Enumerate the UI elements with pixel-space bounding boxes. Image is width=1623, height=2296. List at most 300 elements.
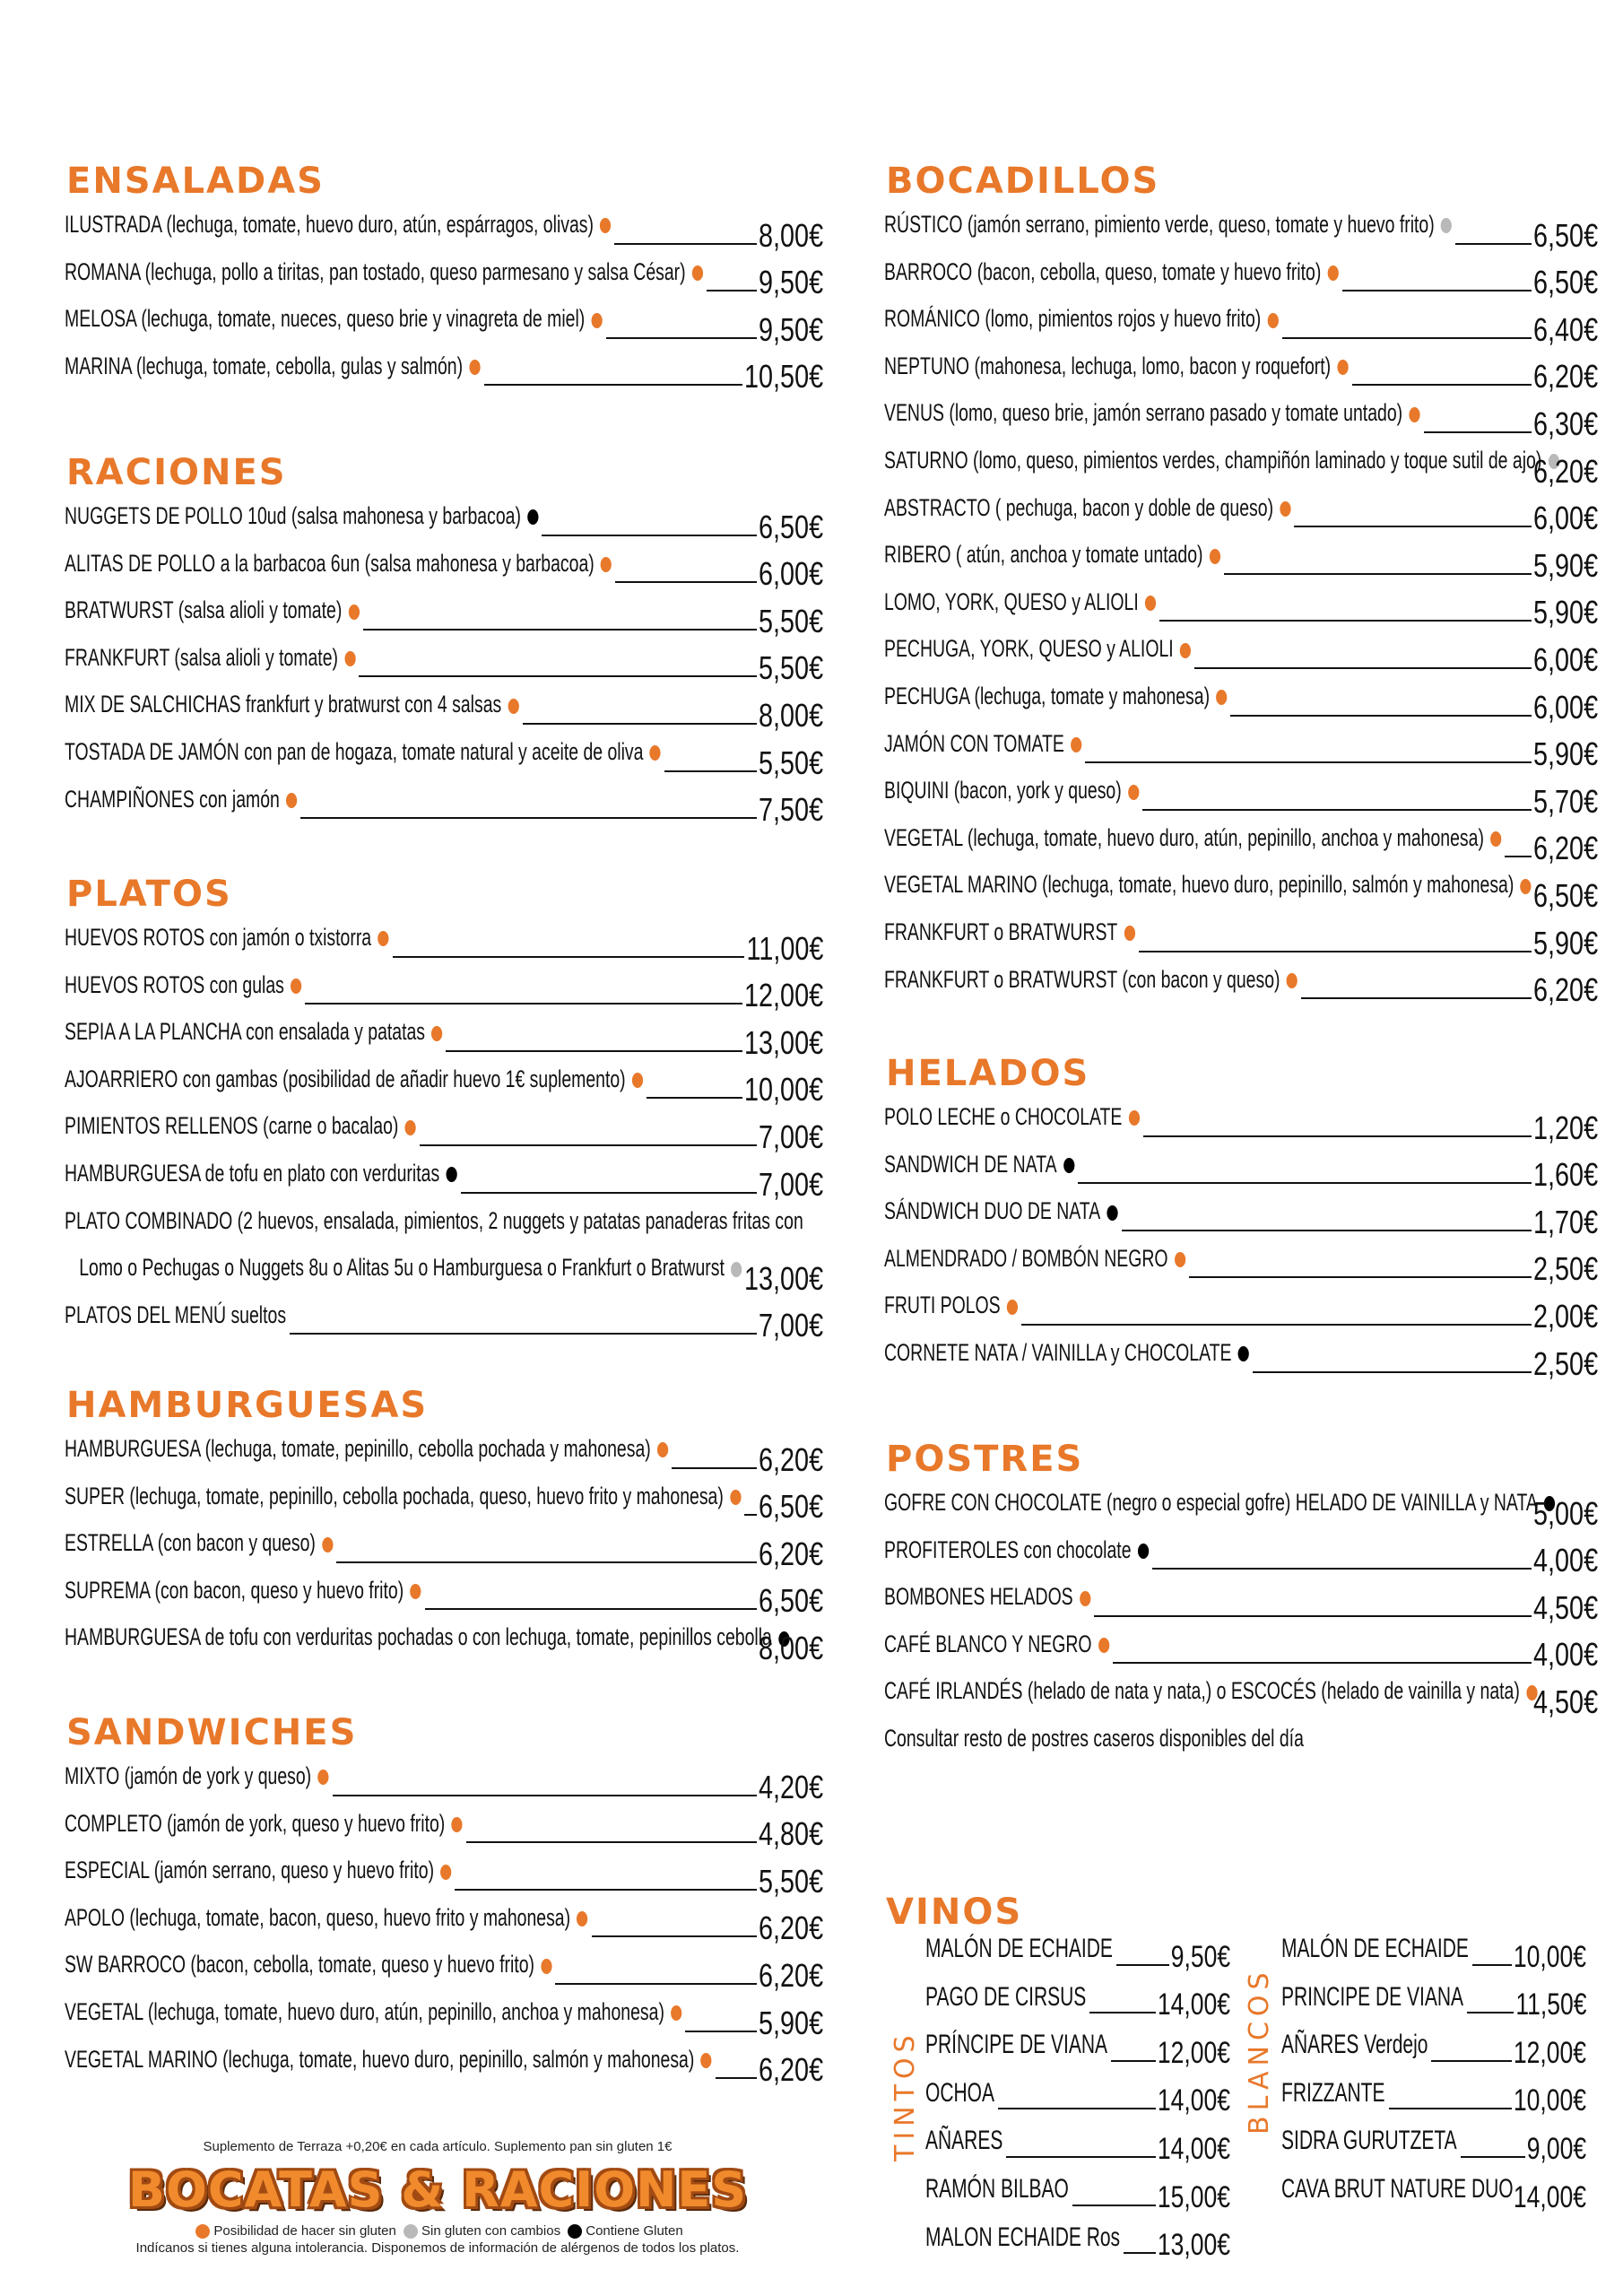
item-name-text: PLATO COMBINADO (2 huevos, ensalada, pimientos, 2 nuggets y patatas panaderas fritas con — [65, 1206, 803, 1234]
menu-item — [61, 1478, 823, 1526]
menu-item — [881, 820, 1598, 867]
section-title: RACIONES — [66, 452, 287, 493]
menu-item — [61, 734, 823, 781]
gluten-free-possible-dot-icon — [1007, 1300, 1018, 1315]
item-price: 6,50€ — [1532, 876, 1598, 914]
menu-item — [61, 254, 823, 301]
item-name — [65, 970, 301, 999]
menu-item — [61, 1203, 823, 1250]
wine-item — [1281, 2024, 1586, 2073]
leader-line — [555, 1983, 756, 1985]
menu-item — [881, 772, 1598, 820]
item-name — [65, 2045, 712, 2074]
item-name-text: BARROCO (bacon, cebolla, queso, tomate y huevo frito) — [884, 257, 1322, 285]
wine-name: RAMÓN BILBAO — [925, 2173, 1069, 2204]
item-name-text: TOSTADA DE JAMÓN con pan de hogaza, tomate natural y aceite de oliva — [65, 737, 644, 765]
item-name-text: COMPLETO (jamón de york, queso y huevo frito) — [65, 1809, 446, 1837]
gluten-free-possible-dot-icon — [440, 1865, 451, 1880]
menu-item — [61, 1525, 823, 1572]
gluten-free-possible-dot-icon — [1124, 926, 1135, 941]
gluten-free-possible-dot-icon — [632, 1073, 643, 1088]
gluten-free-possible-dot-icon — [671, 2005, 681, 2021]
menu-item — [61, 1758, 823, 1805]
leader-line — [1143, 1135, 1532, 1137]
gluten-free-possible-dot-icon — [286, 793, 297, 808]
item-name-text: BRATWURST (salsa alioli y tomate) — [65, 596, 343, 624]
item-name-text: SEPIA A LA PLANCHA con ensalada y patatas — [65, 1018, 426, 1046]
gluten-free-possible-dot-icon — [1328, 265, 1339, 281]
item-name — [884, 729, 1081, 758]
menu-item — [61, 545, 823, 593]
menu-item — [61, 2041, 823, 2089]
gluten-free-possible-dot-icon — [469, 360, 480, 375]
item-name — [884, 1488, 1555, 1517]
menu-item — [881, 442, 1598, 490]
menu-item — [881, 1335, 1598, 1382]
gluten-free-possible-dot-icon — [701, 2053, 712, 2068]
wines-section — [881, 1874, 1598, 2287]
menu-item — [881, 584, 1598, 631]
contains-gluten-dot-icon — [1063, 1158, 1074, 1173]
menu-item — [881, 914, 1598, 961]
section-title: BOCADILLOS — [886, 161, 1160, 202]
item-price: 13,00€ — [743, 1259, 823, 1297]
item-name — [884, 823, 1501, 852]
item-name — [884, 1630, 1109, 1658]
item-price: 6,20€ — [758, 1956, 823, 1994]
item-price: 6,20€ — [758, 1440, 823, 1478]
item-name-text: PIMIENTOS RELLENOS (carne o bacalao) — [65, 1112, 399, 1140]
leader-line — [1253, 1371, 1532, 1373]
section-title: HAMBURGUESAS — [66, 1385, 429, 1426]
gray-dot-icon — [404, 2224, 418, 2239]
item-name-text: CORNETE NATA / VAINILLA y CHOCOLATE — [884, 1338, 1232, 1366]
item-name — [884, 682, 1227, 710]
contains-gluten-dot-icon — [1138, 1544, 1149, 1559]
menu-item — [61, 1619, 823, 1666]
leader-line — [664, 770, 757, 772]
item-name-text: BIQUINI (bacon, york y queso) — [884, 777, 1122, 804]
item-name — [65, 1300, 286, 1329]
item-name-text: Lomo o Pechugas o Nuggets 8u o Alitas 5u o Hamburguesa o Frankfurt o Bratwurst — [65, 1254, 725, 1282]
item-name-text: PROFITEROLES con chocolate — [884, 1535, 1132, 1563]
menu-item — [881, 300, 1598, 348]
gluten-free-possible-dot-icon — [600, 218, 611, 233]
item-price: 9,50€ — [758, 310, 823, 348]
item-name — [884, 634, 1191, 663]
orange-dot-icon — [195, 2224, 210, 2239]
section-sandwiches — [61, 1713, 823, 2088]
menu-item — [61, 1108, 823, 1155]
gluten-free-possible-dot-icon — [317, 1770, 328, 1785]
gluten-free-possible-dot-icon — [1175, 1252, 1185, 1267]
item-name-text: SW BARROCO (bacon, cebolla, tomate, queso y huevo frito) — [65, 1951, 535, 1979]
item-name-text: RÚSTICO (jamón serrano, pimiento verde, queso, tomate y huevo frito) — [884, 211, 1435, 238]
menu-item — [881, 866, 1598, 914]
menu-item — [881, 1287, 1598, 1335]
leader-line — [1472, 1964, 1512, 1966]
gluten-free-possible-dot-icon — [451, 1817, 462, 1832]
item-price: 6,20€ — [1532, 971, 1598, 1009]
gluten-free-possible-dot-icon — [1216, 690, 1227, 705]
item-name-text: HAMBURGUESA de tofu en plato con verduritas — [65, 1159, 440, 1187]
legend-gray: Sin gluten con cambios — [421, 2223, 561, 2239]
menu-item — [881, 254, 1598, 301]
item-name — [65, 643, 355, 672]
wine-name: PAGO DE CIRSUS — [925, 1981, 1087, 2012]
item-name — [884, 1535, 1149, 1564]
item-price: 2,50€ — [1532, 1344, 1598, 1382]
menu-item — [61, 1431, 823, 1478]
item-name-text: MELOSA (lechuga, tomate, nueces, queso brie y vinagreta de miel) — [65, 305, 586, 333]
leader-line — [614, 243, 757, 245]
item-name — [884, 1102, 1140, 1131]
wine-price: 14,00€ — [1157, 2131, 1230, 2166]
item-name — [884, 304, 1279, 333]
item-name-text: MIX DE SALCHICHAS frankfurt y bratwurst con 4 salsas — [65, 691, 502, 718]
item-price: 6,20€ — [758, 2051, 823, 2089]
wine-name: PRINCIPE DE VIANA — [1281, 1981, 1464, 2012]
item-name-text: PLATOS DEL MENÚ sueltos — [65, 1300, 287, 1328]
wine-price: 12,00€ — [1513, 2035, 1586, 2070]
item-name-text: SANDWICH DE NATA — [884, 1150, 1057, 1178]
item-name-text: ABSTRACTO ( pechuga, bacon y doble de queso) — [884, 493, 1274, 521]
leader-line — [542, 535, 757, 536]
legend-orange: Posibilidad de hacer sin gluten — [213, 2223, 396, 2239]
leader-line — [1194, 667, 1532, 669]
leader-line — [1431, 2060, 1511, 2062]
item-price: 6,00€ — [1532, 688, 1598, 726]
item-price: 6,40€ — [1532, 310, 1598, 348]
item-name — [884, 352, 1349, 380]
item-name — [884, 1150, 1074, 1178]
menu-item — [881, 1673, 1598, 1720]
legend — [61, 2223, 814, 2239]
item-name-text: FRANKFURT o BRATWURST — [884, 918, 1118, 945]
leader-line — [363, 629, 757, 631]
item-name-text: PECHUGA, YORK, QUESO y ALIOLI — [884, 635, 1174, 663]
leader-line — [1282, 337, 1532, 339]
item-price: 5,70€ — [1532, 782, 1598, 820]
leader-line — [1021, 1324, 1532, 1326]
item-name — [884, 1582, 1090, 1611]
item-name-text: GOFRE CON CHOCOLATE (negro o especial gofre) HELADO DE VAINILLA y NATA — [884, 1489, 1538, 1516]
item-name — [884, 965, 1298, 994]
leader-line — [466, 1841, 757, 1843]
gluten-free-possible-dot-icon — [1080, 1591, 1090, 1606]
leader-line — [523, 723, 757, 725]
item-name — [884, 1244, 1185, 1273]
item-name-text: SUPREMA (con bacon, queso y huevo frito) — [65, 1576, 404, 1604]
leader-line — [1505, 856, 1532, 857]
gluten-free-possible-dot-icon — [378, 931, 388, 946]
leader-line — [300, 817, 757, 819]
item-name — [65, 1159, 457, 1187]
wine-name: CAVA BRUT NATURE DUO — [1281, 2173, 1514, 2204]
wine-name: MALÓN DE ECHAIDE — [925, 1934, 1113, 1963]
item-name — [65, 1528, 333, 1557]
item-name-text: MARINA (lechuga, tomate, cebolla, gulas y salmón) — [65, 352, 464, 379]
section-raciones — [61, 453, 823, 828]
leader-line — [1352, 384, 1532, 386]
gluten-free-possible-dot-icon — [344, 651, 355, 666]
item-name — [65, 690, 519, 718]
item-price: 7,00€ — [758, 1307, 823, 1344]
item-price: 7,00€ — [758, 1118, 823, 1155]
menu-item — [881, 395, 1598, 442]
gluten-free-possible-dot-icon — [1287, 973, 1298, 988]
wine-name: AÑARES — [925, 2126, 1003, 2156]
gluten-free-possible-dot-icon — [591, 313, 602, 328]
item-name — [65, 596, 360, 624]
item-name-text: ROMANA (lechuga, pollo a tiritas, pan tostado, queso parmesano y salsa César) — [65, 257, 686, 285]
leader-line — [290, 1333, 757, 1335]
gluten-free-possible-dot-icon — [1071, 737, 1081, 752]
leader-line — [1085, 761, 1532, 763]
section-title: PLATOS — [66, 874, 232, 915]
item-name-text: SUPER (lechuga, tomate, pepinillo, cebolla pochada, queso, huevo frito y mahonesa) — [65, 1482, 724, 1509]
menu-item — [61, 1852, 823, 1900]
gluten-free-with-changes-dot-icon — [731, 1262, 742, 1277]
item-name — [65, 1434, 668, 1463]
item-price: 4,50€ — [1532, 1588, 1598, 1626]
item-name — [884, 540, 1220, 569]
wine-item — [925, 2217, 1230, 2266]
wine-item — [925, 2024, 1230, 2073]
item-name — [65, 1111, 416, 1140]
menu-item — [61, 592, 823, 639]
leader-line — [685, 2031, 757, 2032]
item-name-text: ESTRELLA (con bacon y queso) — [65, 1529, 316, 1557]
leader-line — [484, 384, 742, 386]
item-name — [65, 1017, 442, 1046]
item-price: 5,50€ — [758, 1862, 823, 1900]
leader-line — [716, 2077, 757, 2079]
leader-line — [1342, 290, 1532, 291]
leader-line — [1294, 526, 1531, 527]
item-name — [65, 1950, 551, 1979]
menu-item — [61, 781, 823, 829]
item-name-text: FRANKFURT o BRATWURST (con bacon y queso) — [884, 965, 1280, 993]
item-name — [65, 1482, 741, 1510]
tintos-list — [925, 1928, 1230, 2265]
item-name — [65, 1903, 588, 1932]
leader-line — [1078, 1182, 1532, 1184]
menu-item — [881, 726, 1598, 773]
menu-item — [881, 1240, 1598, 1288]
gluten-free-possible-dot-icon — [322, 1537, 333, 1552]
item-name-text: NUGGETS DE POLLO 10ud (salsa mahonesa y barbacoa) — [65, 502, 521, 529]
item-name-text: APOLO (lechuga, tomate, bacon, queso, huevo frito y mahonesa) — [65, 1903, 571, 1931]
item-name — [884, 918, 1135, 946]
menu-item — [61, 1946, 823, 1994]
item-name — [884, 776, 1139, 804]
item-name-text: LOMO, YORK, QUESO y ALIOLI — [884, 587, 1139, 615]
gluten-free-possible-dot-icon — [577, 1911, 587, 1926]
item-name — [65, 1856, 451, 1884]
wine-price: 13,00€ — [1157, 2228, 1230, 2263]
item-name — [65, 1065, 643, 1093]
leader-line — [1122, 1230, 1532, 1231]
wine-price: 14,00€ — [1157, 2083, 1230, 2118]
item-name-text: ROMÁNICO (lomo, pimientos rojos y huevo frito) — [884, 305, 1262, 333]
menu-item — [61, 1297, 823, 1344]
item-name — [884, 1196, 1118, 1225]
leader-line — [1006, 2156, 1156, 2158]
leader-line — [1230, 715, 1531, 717]
item-name — [65, 257, 703, 286]
item-price: 4,80€ — [758, 1815, 823, 1853]
item-price: 5,50€ — [758, 649, 823, 687]
item-name — [884, 1291, 1018, 1319]
leader-line — [1116, 1964, 1169, 1966]
gluten-free-with-changes-dot-icon — [1441, 218, 1452, 233]
gluten-free-possible-dot-icon — [1129, 1110, 1140, 1126]
item-name — [65, 923, 389, 952]
gluten-free-possible-dot-icon — [405, 1120, 416, 1135]
item-price: 6,50€ — [758, 508, 823, 545]
menu-item — [61, 1249, 823, 1297]
gluten-free-possible-dot-icon — [1280, 501, 1290, 517]
leader-line — [615, 581, 757, 583]
item-name — [65, 352, 481, 380]
item-price: 4,00€ — [1532, 1542, 1598, 1579]
leader-line — [1301, 997, 1532, 999]
item-name — [65, 1622, 789, 1651]
gluten-free-possible-dot-icon — [1337, 360, 1348, 375]
item-name — [884, 398, 1420, 427]
black-dot-icon — [568, 2224, 582, 2239]
menu-item — [61, 1900, 823, 1947]
item-price: 4,00€ — [1532, 1636, 1598, 1674]
leader-line — [744, 1514, 757, 1516]
item-name-text: HUEVOS ROTOS con jamón o txistorra — [65, 924, 372, 951]
item-name-text: BOMBONES HELADOS — [884, 1583, 1073, 1611]
wine-price: 11,50€ — [1515, 1987, 1586, 2022]
section-platos — [61, 874, 823, 1344]
leader-line — [305, 1003, 742, 1004]
menu-item — [881, 1578, 1598, 1626]
wine-price: 14,00€ — [1157, 1987, 1230, 2022]
item-price: 1,70€ — [1532, 1203, 1598, 1240]
section-title: HELADOS — [886, 1053, 1090, 1094]
menu-item — [881, 1099, 1598, 1146]
gluten-free-possible-dot-icon — [508, 699, 518, 714]
wine-price: 9,50€ — [1170, 1939, 1230, 1974]
menu-item — [881, 348, 1598, 396]
section-helados — [881, 1054, 1598, 1382]
item-name-text: VEGETAL MARINO (lechuga, tomate, huevo duro, pepinillo, salmón y mahonesa) — [884, 871, 1515, 899]
item-name-text: RIBERO ( atún, anchoa y tomate untado) — [884, 541, 1203, 569]
item-name — [65, 210, 611, 239]
item-price: 6,50€ — [758, 1582, 823, 1620]
gluten-free-possible-dot-icon — [1490, 831, 1501, 847]
item-price: 4,20€ — [758, 1768, 823, 1805]
item-price: 5,90€ — [1532, 735, 1598, 773]
leader-line — [647, 1097, 742, 1099]
item-name-text: POLO LECHE o CHOCOLATE — [884, 1103, 1123, 1130]
wine-item — [1281, 2073, 1586, 2121]
menu-item — [61, 1805, 823, 1853]
item-name-text: FRANKFURT (salsa alioli y tomate) — [65, 643, 338, 671]
wine-name: AÑARES Verdejo — [1281, 2030, 1428, 2060]
gluten-free-possible-dot-icon — [692, 265, 703, 281]
leader-line — [1111, 2060, 1156, 2062]
leader-line — [1455, 243, 1532, 245]
item-name — [65, 1253, 742, 1282]
item-price: 5,90€ — [1532, 546, 1598, 584]
gluten-free-possible-dot-icon — [349, 604, 360, 620]
menu-item — [881, 1193, 1598, 1240]
item-name — [65, 549, 612, 578]
menu-item — [881, 631, 1598, 678]
menu-item — [61, 300, 823, 348]
gluten-free-possible-dot-icon — [1267, 313, 1278, 328]
item-name — [65, 1997, 681, 2026]
wine-item — [1281, 1977, 1586, 2025]
menu-item — [61, 1013, 823, 1061]
legend-black: Contiene Gluten — [586, 2223, 683, 2239]
gluten-free-possible-dot-icon — [1180, 643, 1191, 658]
item-name — [884, 1676, 1537, 1705]
gluten-free-possible-dot-icon — [601, 557, 612, 572]
item-price: 6,20€ — [1532, 452, 1598, 490]
wine-item — [1281, 2169, 1586, 2217]
item-name — [65, 1809, 463, 1838]
item-price: 1,60€ — [1532, 1156, 1598, 1194]
allergy-note: Indícanos si tienes alguna intolerancia. Disponemos de información de alérgenos de todos los platos. — [135, 2240, 740, 2257]
item-name — [884, 587, 1156, 616]
leader-line — [1467, 2012, 1514, 2013]
menu-item — [61, 1572, 823, 1620]
item-price: 6,00€ — [1532, 500, 1598, 537]
leader-line — [606, 337, 757, 339]
item-name — [65, 1761, 329, 1790]
leader-line — [1094, 1615, 1532, 1617]
item-price: 6,00€ — [1532, 640, 1598, 678]
leader-line — [333, 1795, 757, 1796]
leader-line — [1124, 2252, 1156, 2254]
item-name-text: ALMENDRADO / BOMBÓN NEGRO — [884, 1244, 1168, 1272]
item-price: 5,90€ — [1532, 594, 1598, 631]
menu-item — [881, 1146, 1598, 1194]
item-name-text: HAMBURGUESA de tofu con verduritas pochadas o con lechuga, tomate, pepinillos cebolla — [65, 1623, 772, 1651]
tintos-label: TINTOS — [890, 2030, 921, 2161]
leader-line — [425, 1608, 757, 1610]
item-price: 6,20€ — [758, 1909, 823, 1947]
menu-item — [61, 1994, 823, 2041]
menu-item — [61, 1155, 823, 1203]
leader-line — [393, 956, 745, 958]
item-name — [65, 501, 538, 530]
item-name-text: MIXTO (jamón de york y queso) — [65, 1762, 312, 1789]
section-postres — [881, 1439, 1598, 1768]
wine-price: 14,00€ — [1513, 2179, 1586, 2214]
leader-line — [592, 1935, 757, 1937]
item-name-text: ILUSTRADA (lechuga, tomate, huevo duro, atún, espárragos, olivas) — [65, 211, 594, 238]
wine-item — [925, 2169, 1230, 2217]
wine-price: 10,00€ — [1513, 1939, 1586, 1974]
menu-item — [61, 967, 823, 1014]
item-name-text: JAMÓN CON TOMATE — [884, 729, 1064, 757]
item-price: 10,00€ — [743, 1071, 823, 1109]
leader-line — [420, 1144, 757, 1146]
item-name — [65, 1206, 803, 1235]
section-title: SANDWICHES — [66, 1712, 358, 1753]
item-name — [884, 493, 1290, 522]
item-name — [884, 870, 1532, 899]
item-name-text: HAMBURGUESA (lechuga, tomate, pepinillo, cebolla pochada y mahonesa) — [65, 1435, 651, 1462]
